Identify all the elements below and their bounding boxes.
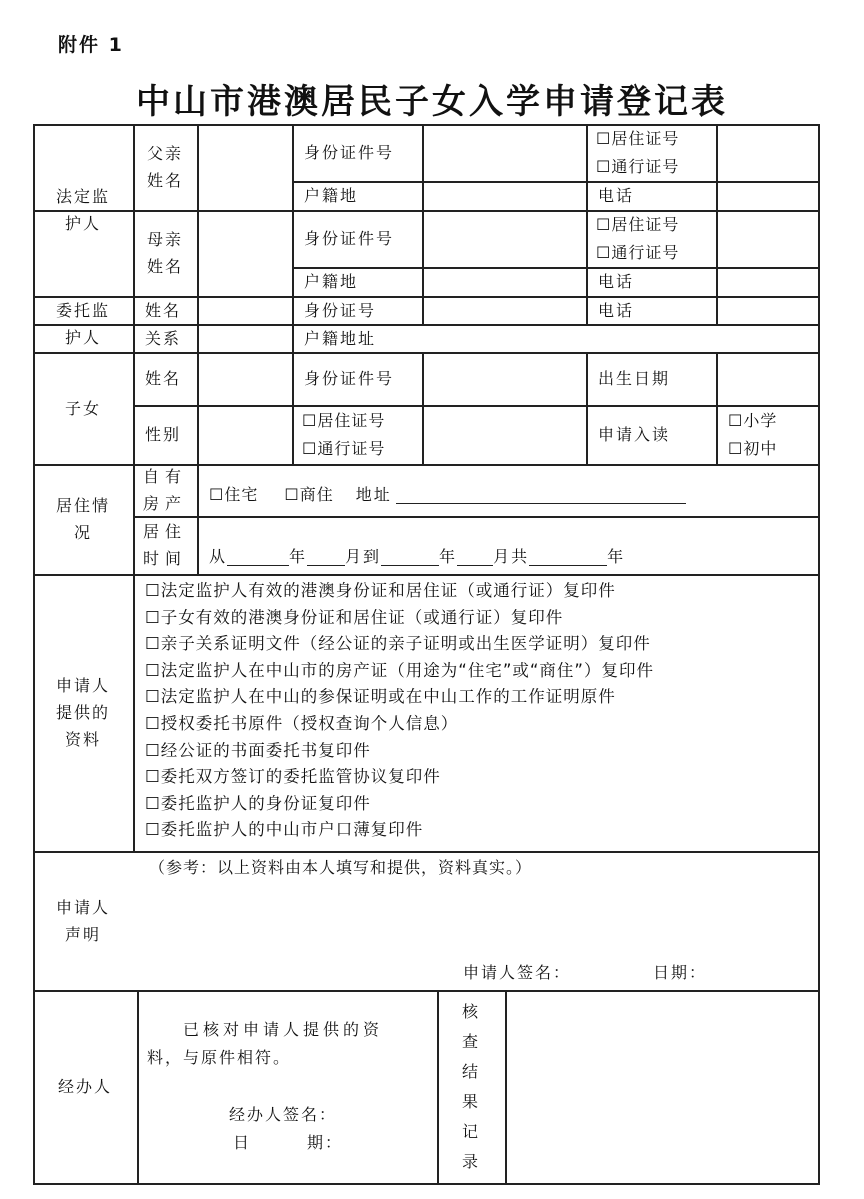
father-permit-options: [586, 124, 716, 181]
total-years-input[interactable]: [529, 547, 607, 566]
address-label: 地址: [355, 484, 392, 504]
to-year-input[interactable]: [381, 547, 439, 566]
entrusted-id-label: 身份证号: [304, 300, 377, 320]
document-checkbox-item[interactable]: ☐委托双方签订的委托监管协议复印件: [145, 767, 441, 787]
document-checkbox-item[interactable]: ☐委托监护人的中山市户口薄复印件: [145, 820, 424, 840]
apply-school-label: 申请入读: [598, 425, 671, 444]
grid-line: [33, 574, 820, 576]
applicant-signature-label: 申请人签名：: [463, 962, 572, 982]
handler-date-part-a: 日: [233, 1132, 252, 1152]
father-id-label: 身份证件号: [304, 143, 395, 162]
year-label: 年: [439, 546, 458, 566]
document-checkbox-item[interactable]: ☐子女有效的港澳身份证和居住证（或通行证）复印件: [145, 607, 564, 627]
travel-permit-checkbox[interactable]: ☐通行证号: [302, 438, 386, 458]
documents-section-label: 申请人提供的资料: [55, 676, 110, 749]
declaration-signature-area[interactable]: [198, 894, 798, 954]
child-permit-options: [292, 405, 422, 464]
residence-time-label: 居住时间: [143, 522, 188, 568]
month-to-label: 月到: [345, 546, 382, 566]
child-id-label: 身份证件号: [304, 369, 395, 388]
attachment-label: 附件 1: [58, 34, 124, 56]
residence-permit-checkbox[interactable]: ☐居住证号: [302, 410, 386, 430]
handler-date-label: [233, 1128, 343, 1156]
document-checkbox-item[interactable]: ☐经公证的书面委托书复印件: [145, 740, 371, 760]
residence-time-row: [197, 538, 817, 574]
declaration-section-label: 申请人声明: [55, 897, 110, 944]
form-title: 中山市港澳居民子女入学申请登记表: [136, 82, 728, 122]
from-label: 从: [209, 546, 228, 566]
verification-result-label: 核查结果记录: [461, 1001, 480, 1171]
entrusted-phone-label: 电话: [598, 300, 635, 320]
handler-date-part-b: 期：: [307, 1132, 344, 1152]
grid-line: [137, 990, 139, 1184]
guardian-section-label: 法定监护人: [55, 187, 110, 233]
shop-checkbox[interactable]: ☐商住: [284, 484, 334, 504]
grid-line: [133, 516, 820, 518]
primary-school-checkbox[interactable]: ☐小学: [728, 410, 778, 430]
declaration-note: （参考：以上资料由本人填写和提供，资料真实。）: [149, 857, 533, 877]
verify-text-line2: 料，与原件相符。: [147, 1047, 292, 1067]
from-year-input[interactable]: [227, 547, 289, 566]
verify-text-line1: 已核对申请人提供的资: [183, 1019, 384, 1039]
document-checkbox-item[interactable]: ☐法定监护人在中山市的房产证（用途为“住宅”或“商住”）复印件: [145, 660, 654, 680]
document-checkbox-item[interactable]: ☐法定监护人有效的港澳身份证和居住证（或通行证）复印件: [145, 581, 616, 600]
entrusted-section-label: 委托监护人: [55, 301, 110, 347]
residence-permit-checkbox[interactable]: ☐居住证号: [596, 128, 680, 148]
father-name-label: 父亲姓名: [146, 144, 183, 190]
house-checkbox[interactable]: ☐住宅: [209, 484, 259, 504]
entrusted-hukou-label: 户籍地址: [304, 328, 377, 348]
applicant-date-label: 日期：: [653, 962, 708, 982]
own-property-label: 自有房产: [143, 467, 188, 513]
child-gender-label: 性别: [145, 425, 182, 444]
table-border: [818, 124, 820, 1185]
travel-permit-checkbox[interactable]: ☐通行证号: [596, 242, 680, 262]
mother-id-label: 身份证件号: [304, 229, 395, 248]
documents-list: [145, 578, 654, 844]
grid-line: [716, 124, 718, 325]
handler-section-label: 经办人: [57, 1077, 112, 1096]
month-total-label: 月共: [493, 546, 530, 566]
document-checkbox-item[interactable]: ☐亲子关系证明文件（经公证的亲子证明或出生医学证明）复印件: [145, 634, 651, 654]
property-type-row: [197, 476, 817, 512]
school-level-options: [716, 405, 820, 464]
year-label: 年: [289, 546, 308, 566]
grid-line: [422, 352, 424, 465]
document-checkbox-item[interactable]: ☐委托监护人的身份证复印件: [145, 793, 371, 813]
child-section-label: 子女: [64, 398, 101, 418]
table-border: [33, 1183, 820, 1185]
address-input[interactable]: [396, 485, 686, 504]
document-checkbox-item[interactable]: ☐法定监护人在中山的参保证明或在中山工作的工作证明原件: [145, 687, 616, 707]
child-birth-label: 出生日期: [598, 369, 671, 388]
grid-line: [197, 124, 199, 465]
junior-school-checkbox[interactable]: ☐初中: [728, 438, 778, 458]
registration-form-table: [33, 124, 820, 1185]
grid-line: [422, 124, 424, 325]
year-label: 年: [607, 546, 626, 566]
mother-hukou-label: 户籍地: [304, 272, 359, 291]
handler-signature-label: 经办人签名：: [229, 1104, 338, 1124]
residence-permit-checkbox[interactable]: ☐居住证号: [596, 214, 680, 234]
to-month-input[interactable]: [457, 547, 493, 566]
from-month-input[interactable]: [307, 547, 345, 566]
mother-permit-options: [586, 210, 716, 267]
document-checkbox-item[interactable]: ☐授权委托书原件（授权查询个人信息）: [145, 713, 459, 733]
mother-name-label: 母亲姓名: [146, 230, 183, 276]
verification-result-area[interactable]: [507, 992, 817, 1182]
mother-phone-label: 电话: [598, 272, 635, 291]
father-hukou-label: 户籍地: [304, 186, 359, 205]
father-phone-label: 电话: [598, 186, 635, 205]
entrusted-relation-label: 关系: [145, 328, 182, 348]
residence-section-label: 居住情况: [55, 496, 110, 542]
child-name-label: 姓名: [145, 369, 182, 388]
travel-permit-checkbox[interactable]: ☐通行证号: [596, 156, 680, 176]
entrusted-name-label: 姓名: [145, 300, 182, 320]
